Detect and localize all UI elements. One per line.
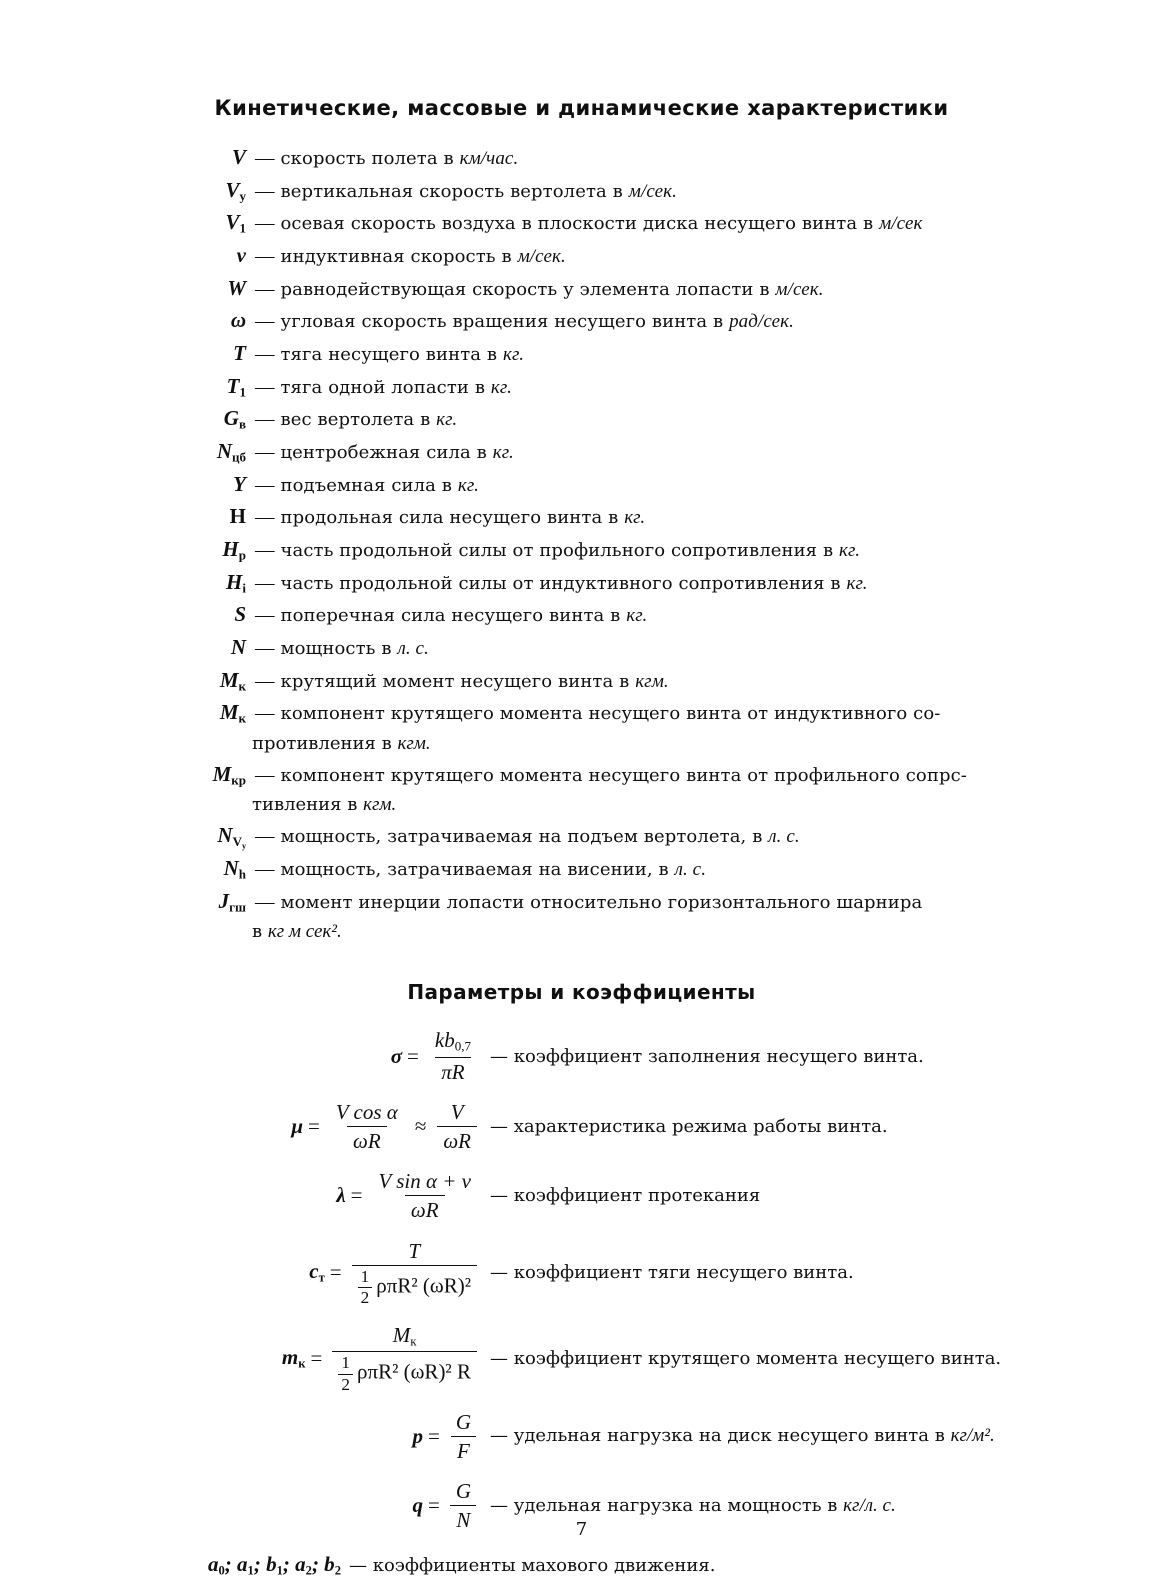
list-item — [150, 886, 1013, 918]
list-item — [150, 436, 1013, 468]
formula-ct — [150, 1239, 1013, 1307]
dash: — — [255, 539, 275, 561]
denominator: ωR — [405, 1195, 445, 1222]
list-item — [150, 599, 1013, 631]
formula-expression — [150, 1028, 480, 1084]
symbol-V1: $V_1$ — [225, 210, 246, 236]
denominator: ωR — [347, 1126, 387, 1153]
list-item — [150, 665, 1013, 697]
dash: — — [255, 670, 275, 692]
definition-text: мощность, затрачиваемая на висении, в л. с. — [280, 859, 707, 881]
symbol-Vy: $V_y$ — [225, 177, 246, 204]
dash: — — [255, 245, 275, 267]
symbol-NVy: $N_{V_y}$ — [217, 823, 246, 851]
denominator: F — [451, 1436, 476, 1463]
dash: — — [255, 572, 275, 594]
numerator: V cos α — [335, 1100, 398, 1125]
formula-description: — удельная нагрузка на диск несущего винта в кг/м². — [490, 1425, 995, 1447]
definition-text: подъемная сила в кг. — [280, 474, 479, 496]
denominator: ωR — [437, 1126, 477, 1153]
symbol-Mkp-profile: $M_{кр}$ — [212, 761, 246, 788]
definition-text: компонент крутящего момента несущего винта от профильного сопрс- — [280, 764, 967, 786]
equals-sign: = — [308, 1114, 320, 1139]
formula-description: — коэффициент заполнения несущего винта. — [490, 1045, 924, 1067]
formula-mk — [150, 1323, 1013, 1394]
list-item — [150, 759, 1013, 791]
formula-expression — [150, 1239, 480, 1307]
list-item — [150, 371, 1013, 403]
formula-lhs: $c_т$ — [309, 1259, 325, 1285]
denominator: N — [450, 1505, 476, 1532]
formula-lhs: μ — [291, 1114, 303, 1139]
fraction — [373, 1169, 477, 1222]
flapping-symbols: $a_0$; $a_1$; $b_1$; $a_2$; $b_2$ — [208, 1552, 341, 1578]
dash: — — [255, 605, 275, 627]
symbol-T1: $T_1$ — [226, 373, 246, 400]
symbol-Y: Y — [233, 471, 246, 496]
dash: — — [255, 637, 275, 659]
definition-text: компонент крутящего момента несущего винта от индуктивного со- — [280, 703, 941, 725]
numerator: G — [455, 1409, 471, 1434]
fraction — [330, 1100, 404, 1153]
dash: — — [255, 441, 275, 463]
formula-lhs: σ — [390, 1043, 403, 1068]
flapping-description: — коэффициенты махового движения. — [348, 1555, 716, 1577]
dash: — — [255, 826, 275, 848]
dash: — — [255, 148, 275, 169]
symbol-Mk: $M_к$ — [219, 667, 246, 694]
list-item — [150, 567, 1013, 599]
numerator: $kb_{0,7}$ — [434, 1028, 471, 1054]
formula-sigma — [150, 1028, 1013, 1084]
equals-sign: = — [329, 1260, 342, 1285]
list-item — [150, 142, 1013, 174]
definition-text: продольная сила несущего винта в кг. — [280, 507, 646, 529]
formula-expression — [150, 1323, 480, 1394]
numerator: G — [455, 1478, 471, 1503]
list-item — [150, 697, 1013, 729]
dash: — — [255, 703, 275, 725]
list-item-continuation — [150, 730, 1013, 758]
list-item — [150, 305, 1013, 337]
formula-lhs: λ — [336, 1183, 346, 1208]
dash: — — [255, 409, 275, 431]
list-item — [150, 403, 1013, 435]
dash: — — [255, 376, 275, 398]
list-item — [150, 853, 1013, 885]
fraction-2 — [437, 1100, 477, 1153]
formula-p — [150, 1410, 1013, 1463]
fraction — [332, 1323, 477, 1394]
list-item — [150, 207, 1013, 239]
definition-text: поперечная сила несущего винта в кг. — [280, 605, 648, 627]
symbol-N: N — [230, 634, 246, 659]
dash: — — [255, 891, 275, 913]
definition-continuation: противления в кгм. — [252, 732, 431, 754]
list-item — [150, 338, 1013, 370]
dash: — — [255, 474, 275, 496]
list-item — [150, 534, 1013, 566]
symbol-Jgsh: $J_{гш}$ — [218, 888, 246, 915]
definition-continuation: тивления в кгм. — [252, 794, 397, 816]
nomenclature-list — [150, 142, 1013, 946]
formula-expression — [150, 1410, 480, 1463]
list-item — [150, 632, 1013, 664]
definition-text: равнодействующая скорость у элемента лопасти в м/сек. — [280, 278, 824, 300]
formula-mu — [150, 1100, 1013, 1153]
definition-text: скорость полета в км/час. — [280, 148, 519, 169]
dash: — — [255, 764, 275, 786]
symbol-W: W — [227, 275, 246, 300]
symbol-Nh: $N_h$ — [223, 856, 246, 882]
list-item-continuation — [150, 791, 1013, 819]
denominator: πR — [435, 1057, 470, 1084]
definition-text: вес вертолета в кг. — [280, 409, 458, 431]
symbol-T: T — [233, 340, 246, 365]
equals-sign: = — [350, 1183, 363, 1208]
symbol-S: S — [234, 602, 246, 627]
symbol-Hp: $H_p$ — [222, 536, 246, 563]
list-item — [150, 469, 1013, 501]
approx-sign: ≈ — [414, 1114, 427, 1139]
formula-description: — удельная нагрузка на мощность в кг/л. с. — [490, 1494, 896, 1516]
definition-text: крутящий момент несущего винта в кгм. — [280, 670, 669, 692]
list-item — [150, 820, 1013, 852]
page-title: Кинетические, массовые и динамические характеристики — [214, 96, 949, 120]
definition-continuation: в кг м сек². — [252, 921, 342, 943]
formula-lhs: $m_к$ — [281, 1345, 306, 1371]
equals-sign: = — [427, 1423, 440, 1448]
flapping-coefficients — [150, 1552, 1013, 1579]
one-half: $\frac{1}{2}$ — [338, 1354, 353, 1393]
dash: — — [255, 311, 275, 333]
section-title-parameters: Параметры и коэффициенты — [407, 980, 756, 1005]
formula-list — [150, 1028, 1013, 1532]
symbol-omega: ω — [230, 308, 246, 333]
list-item — [150, 501, 1013, 533]
list-item — [150, 273, 1013, 305]
fraction — [450, 1410, 477, 1463]
formula-description: — коэффициент протекания — [490, 1185, 761, 1207]
symbol-Gv: $G_в$ — [223, 406, 246, 432]
numerator: $M_к$ — [392, 1322, 417, 1349]
dash: — — [255, 507, 275, 529]
symbol-V: V — [231, 145, 246, 169]
numerator: V — [450, 1100, 464, 1125]
formula-description: — коэффициент крутящего момента несущего винта. — [490, 1347, 1002, 1369]
symbol-Ncb: $N_{цб}$ — [216, 438, 246, 465]
one-half: $\frac{1}{2}$ — [358, 1268, 373, 1307]
definition-text: момент инерции лопасти относительно горизонтального шарнира — [280, 891, 923, 913]
definition-text: угловая скорость вращения несущего винта в рад/сек. — [280, 311, 795, 333]
denominator: $\frac{1}{2}$ ρπR² (ωR)² — [352, 1265, 477, 1307]
equals-sign: = — [310, 1345, 323, 1370]
page-number: 7 — [575, 1519, 588, 1540]
numerator: V sin α + v — [378, 1169, 471, 1194]
definition-text: вертикальная скорость вертолета в м/сек. — [280, 180, 677, 202]
list-item — [150, 240, 1013, 272]
formula-description: — характеристика режима работы винта. — [490, 1116, 888, 1138]
formula-expression — [150, 1100, 480, 1153]
dash: — — [255, 859, 275, 881]
dash: — — [255, 343, 275, 365]
formula-lhs: p — [412, 1423, 423, 1448]
formula-lhs: q — [412, 1493, 423, 1518]
symbol-v: v — [236, 242, 246, 267]
list-item-continuation — [150, 918, 1013, 946]
definition-text: часть продольной силы от профильного сопротивления в кг. — [280, 539, 861, 561]
fraction — [429, 1028, 477, 1084]
numerator: T — [408, 1238, 421, 1263]
definition-text: мощность в л. с. — [280, 637, 429, 659]
denominator: $\frac{1}{2}$ ρπR² (ωR)² R — [332, 1351, 477, 1393]
definition-text: тяга несущего винта в кг. — [280, 343, 525, 365]
dash: — — [255, 180, 275, 202]
definition-text: часть продольной силы от индуктивного сопротивления в кг. — [280, 572, 868, 594]
symbol-Hi: $H_i$ — [226, 569, 246, 596]
formula-description: — коэффициент тяги несущего винта. — [490, 1262, 854, 1284]
definition-text: тяга одной лопасти в кг. — [280, 376, 512, 398]
definition-text: мощность, затрачиваемая на подъем вертолета, в л. с. — [280, 826, 800, 848]
definition-text: осевая скорость воздуха в плоскости диска несущего винта в м/сек — [280, 213, 923, 235]
symbol-H: H — [229, 504, 246, 529]
formula-lambda — [150, 1169, 1013, 1222]
equals-sign: = — [427, 1493, 440, 1518]
definition-text: центробежная сила в кг. — [280, 441, 514, 463]
definition-text: индуктивная скорость в м/сек. — [280, 245, 566, 267]
equals-sign: = — [407, 1043, 419, 1068]
symbol-Mk-induced: $M_к$ — [219, 700, 246, 726]
dash: — — [255, 213, 275, 235]
dash: — — [255, 278, 275, 300]
list-item — [150, 175, 1013, 207]
fraction — [352, 1239, 477, 1307]
formula-expression — [150, 1169, 480, 1222]
